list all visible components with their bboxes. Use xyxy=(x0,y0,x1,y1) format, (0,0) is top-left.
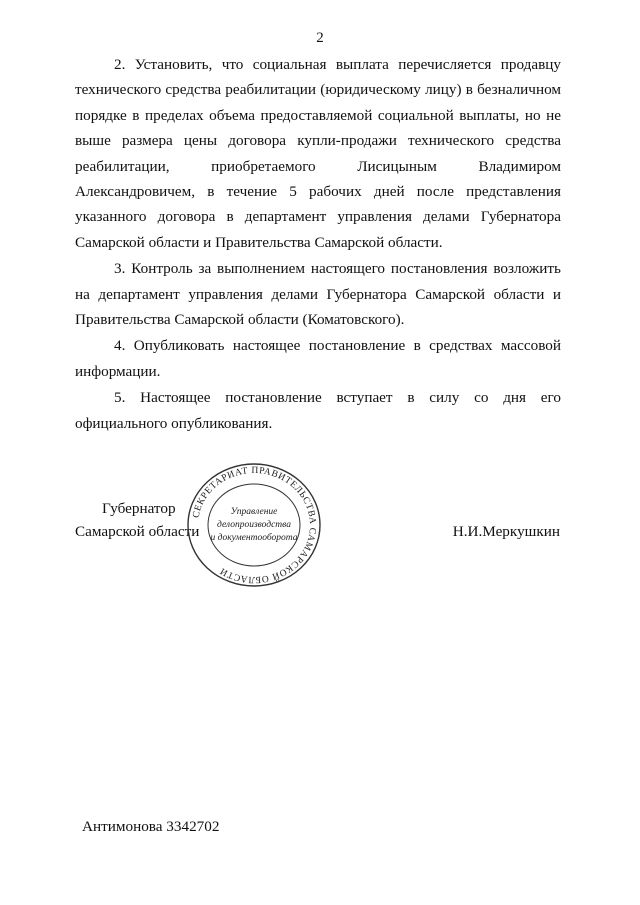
official-stamp xyxy=(184,462,324,588)
signatory-title-line2: Самарской области xyxy=(75,523,200,540)
signatory-name: Н.И.Меркушкин xyxy=(452,523,560,540)
signatory-title-line1: Губернатор xyxy=(102,500,176,517)
paragraph-5: 5. Настоящее постановление вступает в силу со дня его официального опубликования. xyxy=(75,389,561,432)
paragraph-3: 3. Контроль за выполнением настоящего постановления возложить на департамент управления делами Губернатора Самарской области и Правительства Самарской области (Коматовского). xyxy=(75,260,561,329)
page-number: 2 xyxy=(316,30,324,46)
stamp-seal xyxy=(184,462,324,588)
performer-contact: Антимонова 3342702 xyxy=(82,818,220,835)
stamp-line2: делопроизводства xyxy=(217,520,291,530)
body-text xyxy=(75,52,561,436)
stamp-ring-text: СЕКРЕТАРИАТ ПРАВИТЕЛЬСТВА САМАРСКОЙ ОБЛАСТИ xyxy=(191,465,318,585)
stamp-line1: Управление xyxy=(230,507,278,517)
stamp-line3: и документооборота xyxy=(210,533,298,543)
paragraph-4: 4. Опубликовать настоящее постановление в средствах массовой информации. xyxy=(75,337,561,380)
paragraph-2: 2. Установить, что социальная выплата перечисляется продавцу технического средства реабилитации (юридическому лицу) в безналичном порядке в пределах объема предоставляемой социальной выплаты, но не выше размера цены договора купли-продажи технического средства реабилитации, приобретаемого Лисицыным Владимиром Александровичем, в течение 5 рабочих дней после представления указанного договора в департамент управления делами Губернатора Самарской области и Правительства Самарской области. xyxy=(75,56,561,251)
